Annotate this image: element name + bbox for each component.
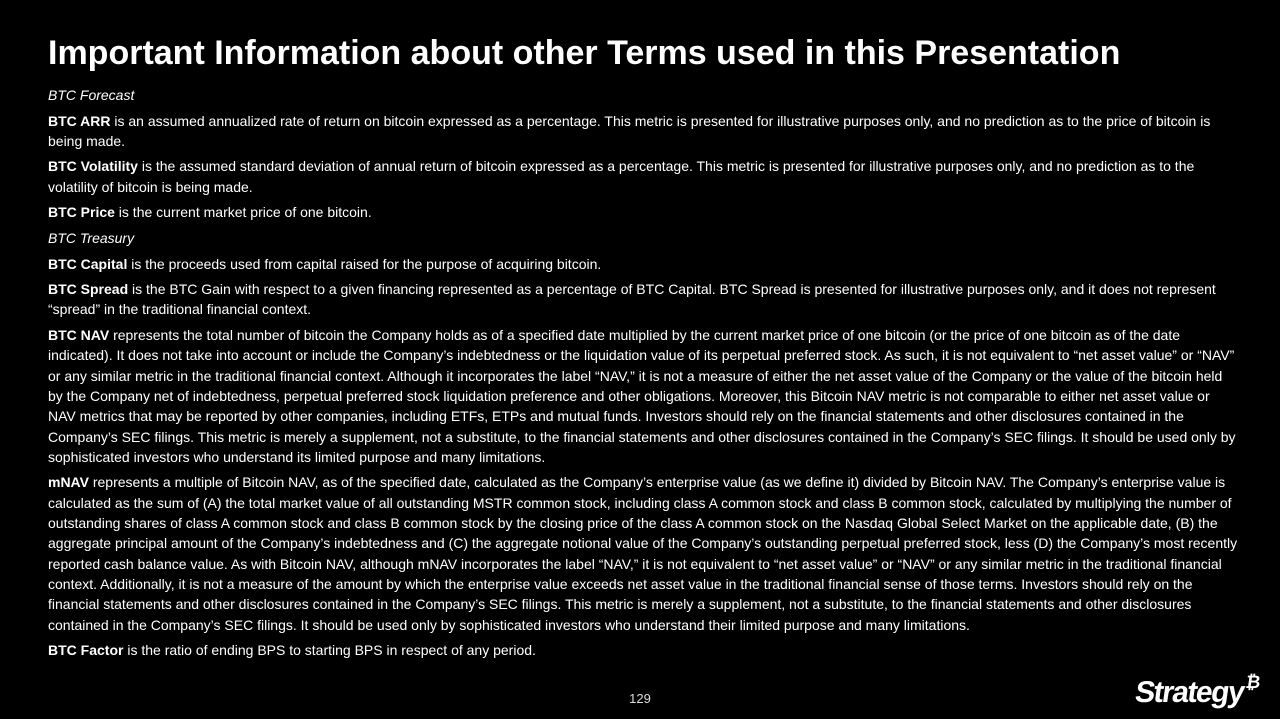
- definitions-list: [48, 85, 1238, 666]
- definition-text: represents the total number of bitcoin the Company holds as of a specified date multiplied by the current market price of one bitcoin (or the price of one bitcoin as of the date indicated). It does not take into account or include the Company’s indebtedness or the liquidation value of its perpetual preferred stock. As such, it is not equivalent to “net asset value” or “NAV” or any similar metric in the traditional financial context. Although it incorporates the label “NAV,” it is not a measure of either the net asset value of the Company or the value of the bitcoin held by the Company net of indebtedness, perpetual preferred stock liquidation preference and other obligations. Moreover, this Bitcoin NAV metric is not comparable to either net asset value or NAV metrics that may be reported by other companies, including ETFs, ETPs and mutual funds. Investors should rely on the financial statements and other disclosures contained in the Company’s SEC filings. This metric is merely a supplement, not a substitute, to the financial statements and other disclosures contained in the Company’s SEC filings. It should be used only by sophisticated investors who understand its limited purpose and many limitations.: [48, 327, 1236, 465]
- term: BTC ARR: [48, 112, 111, 129]
- definition-btc-spread: [48, 279, 1238, 320]
- definition-text: represents a multiple of Bitcoin NAV, as of the specified date, calculated as the Company’s enterprise value (as we define it) divided by Bitcoin NAV. The Company’s enterprise value is calculated as the sum of (A) the total market value of all outstanding MSTR common stock, including class A common stock and class B common stock, calculated by multiplying the number of outstanding shares of class A common stock and class B common stock by the closing price of the class A common stock on the Nasdaq Global Select Market on the applicable date, (B) the aggregate principal amount of the Company’s indebtedness and (C) the aggregate notional value of the Company’s outstanding perpetual preferred stock, less (D) the Company’s most recently reported cash balance value. As with Bitcoin NAV, although mNAV incorporates the label “NAV,” it is not equivalent to “net asset value” or “NAV” or any similar metric in the traditional financial context. Additionally, it is not a measure of the amount by which the enterprise value exceeds net asset value in the traditional financial sense of those terms. Investors should rely on the financial statements and other disclosures contained in the Company’s SEC filings. This metric is merely a supplement, not a substitute, to the financial statements and other disclosures contained in the Company’s SEC filings. It should be used only by sophisticated investors who understand their limited purpose and many limitations.: [48, 474, 1238, 633]
- definition-text: is the BTC Gain with respect to a given financing represented as a percentage of BTC Capital. BTC Spread is presented for illustrative purposes only, and it does not represent “spread” in the traditional financial context.: [48, 281, 1216, 318]
- definition-text: is an assumed annualized rate of return on bitcoin expressed as a percentage. This metric is presented for illustrative purposes only, and no prediction as to the price of bitcoin is being made.: [48, 112, 1211, 149]
- definition-btc-factor: [48, 640, 1238, 660]
- section-heading: BTC Forecast: [48, 87, 135, 103]
- bitcoin-icon: ₿: [1244, 672, 1263, 692]
- logo-text: Strategy: [1133, 676, 1246, 709]
- definition-text: is the current market price of one bitcoin.: [114, 204, 372, 221]
- term: BTC Spread: [48, 281, 129, 298]
- section-heading: BTC Treasury: [48, 229, 135, 246]
- strategy-logo: [1133, 664, 1263, 711]
- definition-text: is the ratio of ending BPS to starting BPS in respect of any period.: [123, 642, 536, 659]
- page-title: Important Information about other Terms used in this Presentation: [48, 34, 1121, 72]
- term: mNAV: [48, 474, 89, 491]
- definition-mnav: [48, 472, 1238, 634]
- definition-btc-volatility: [48, 156, 1238, 197]
- definition-btc-arr: [48, 111, 1238, 152]
- term: BTC Price: [48, 204, 115, 221]
- definition-btc-capital: [48, 254, 1238, 274]
- definition-btc-nav: [48, 325, 1238, 467]
- page-number: 129: [629, 691, 651, 706]
- term: BTC Factor: [48, 642, 124, 659]
- term: BTC Capital: [48, 255, 128, 272]
- definition-text: is the proceeds used from capital raised for the purpose of acquiring bitcoin.: [127, 255, 602, 272]
- definition-text: is the assumed standard deviation of annual return of bitcoin expressed as a percentage. This metric is presented for illustrative purposes only, and no prediction as to the volatility of bitcoin is being made.: [48, 158, 1195, 195]
- definition-btc-price: [48, 202, 1238, 222]
- term: BTC NAV: [48, 327, 110, 344]
- term: BTC Volatility: [48, 158, 138, 175]
